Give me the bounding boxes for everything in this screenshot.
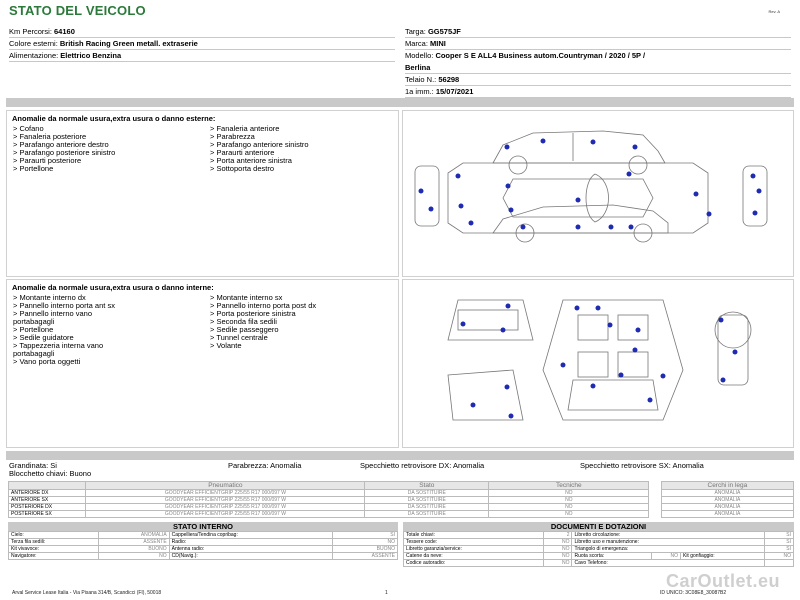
car-exterior-diagram xyxy=(403,111,795,278)
table-row: Navigatore: NO CD(Navig.): ASSENTE xyxy=(9,553,398,560)
section-divider xyxy=(6,98,794,107)
interior-anomalies-panel xyxy=(6,279,399,448)
info-modello: Modello: Cooper S E ALL4 Business autom.Countryman / 2020 / 5P / xyxy=(405,51,646,60)
documenti-table xyxy=(403,531,794,567)
table-row: Tessere code: NO Libretto uso e manutenzione: SI xyxy=(404,539,794,546)
interior-door-left xyxy=(448,370,523,420)
car-interior-diagram xyxy=(403,280,795,449)
interior-list-2: > Montante interno sx > Pannello interno porta post dx > Porta posteriore sinistra > Seconda fila sedili > Sedile passeggero > Tunnel centrale > Volante xyxy=(210,293,317,350)
exterior-list-1: > Cofano > Fanaleria posteriore > Parafango anteriore destro > Parafango posteriore sinistro > Paraurti posteriore > Portellone xyxy=(13,124,116,173)
info-marca: Marca: MINI xyxy=(405,38,791,50)
section-divider-2 xyxy=(6,451,794,460)
stato-interno-section xyxy=(8,522,398,560)
interior-diagram-panel xyxy=(402,279,794,448)
exterior-diagram-panel xyxy=(402,110,794,277)
page-title: STATO DEL VEICOLO xyxy=(9,3,146,18)
status-mirror-sx: Specchietto retrovisore SX: Anomalia xyxy=(580,461,704,470)
table-row: Totale chiavi: 2 Libretto circolazione: SI xyxy=(404,532,794,539)
car-side-top xyxy=(493,131,665,163)
status-key-block: Blocchetto chiavi: Buono xyxy=(9,469,92,478)
status-mirror-dx: Specchietto retrovisore DX: Anomalia xyxy=(360,461,485,470)
stato-interno-title: STATO INTERNO xyxy=(8,522,398,531)
table-row: Cielo: ANOMALIA Cappelliera/Tendina copribag: SI xyxy=(9,532,398,539)
status-hail: Grandinata: Si xyxy=(9,461,57,470)
watermark-logo: CarOutlet.eu xyxy=(665,571,780,591)
interior-damage-markers xyxy=(461,304,738,419)
table-row: ANTERIORE DX GOODYEAR EFFICIENTGRIP 225/55 R17 000/097 W DA SOSTITUIRE NO ANOMALIA xyxy=(9,490,794,497)
steering-wheel-diagram xyxy=(715,312,751,348)
table-row: Kit vivavoce: BUONO Antenna radio: BUONO xyxy=(9,546,398,553)
exterior-list-2: > Fanaleria anteriore > Parabrezza > Parafango anteriore sinistro > Paraurti anteriore > Porta anteriore sinistra > Sottoporta destro xyxy=(210,124,309,173)
interior-cabin xyxy=(543,300,683,420)
footer-page-number: 1 xyxy=(385,590,388,596)
vehicle-info-left xyxy=(9,26,395,62)
documenti-section xyxy=(403,522,794,567)
exterior-anomalies-panel xyxy=(6,110,399,277)
console-diagram xyxy=(718,315,748,385)
table-row: Libretto garanzia/service: NO Triangolo di emergenza: SI xyxy=(404,546,794,553)
interior-list-1: > Montante interno dx > Pannello interno porta ant sx > Pannello interno vano portabagagli > Portellone > Sedile guidatore > Tappezzeria interna vano portabagagli > Vano porta oggetti xyxy=(13,293,115,366)
vehicle-info-right xyxy=(405,26,791,98)
documenti-title: DOCUMENTI E DOTAZIONI xyxy=(403,522,794,531)
tyres-header-row: Pneumatico Stato Tecniche Cerchi in lega xyxy=(9,482,794,490)
exterior-title: Anomalie da normale usura,extra usura o danno esterne: xyxy=(12,114,216,123)
car-side-bottom xyxy=(493,205,668,233)
table-row: POSTERIORE SX GOODYEAR EFFICIENTGRIP 225/55 R17 000/097 W DA SOSTITUIRE NO ANOMALIA xyxy=(9,511,794,518)
table-row: POSTERIORE DX GOODYEAR EFFICIENTGRIP 225/55 R17 000/097 W DA SOSTITUIRE NO ANOMALIA xyxy=(9,504,794,511)
interior-title: Anomalie da normale usura,extra usura o danno interne: xyxy=(12,283,214,292)
table-row: Codice autoradio: NO Cavo Telefono: xyxy=(404,560,794,567)
info-alimentazione: Alimentazione: Elettrico Benzina xyxy=(9,50,395,62)
info-modello-cont: Berlina xyxy=(405,62,791,74)
wheel-top-rear xyxy=(629,156,647,174)
car-front-view xyxy=(415,166,439,226)
info-telaio: Telaio N.: 56298 xyxy=(405,74,791,86)
table-row: Catene da neve: NO Ruota scorta: NO Kit gonfiaggio: NO xyxy=(404,553,794,560)
footer-id-code: ID UNICO: 3C08E8_30087B2 xyxy=(660,590,727,596)
info-colore: Colore esterni: British Racing Green metall. extraserie xyxy=(9,38,395,50)
interior-trunk xyxy=(448,300,533,340)
table-row: Terza fila sedili: ASSENTE Radio: NO xyxy=(9,539,398,546)
revision-label: Rev. A xyxy=(768,9,780,14)
stato-interno-table xyxy=(8,531,398,560)
info-immatricolazione: 1a imm.: 15/07/2021 xyxy=(405,86,791,98)
status-windshield: Parabrezza: Anomalia xyxy=(228,461,302,470)
wheel-top-front xyxy=(509,156,527,174)
info-km: Km Percorsi: 64160 xyxy=(9,26,395,38)
footer-company: Arval Service Lease Italia - Via Pisana 314/B, Scandicci (FI), 50018 xyxy=(12,590,162,596)
table-row: ANTERIORE SX GOODYEAR EFFICIENTGRIP 225/55 R17 000/097 W DA SOSTITUIRE NO ANOMALIA xyxy=(9,497,794,504)
tyres-table xyxy=(8,481,794,518)
info-targa: Targa: GG575JF xyxy=(405,26,791,38)
